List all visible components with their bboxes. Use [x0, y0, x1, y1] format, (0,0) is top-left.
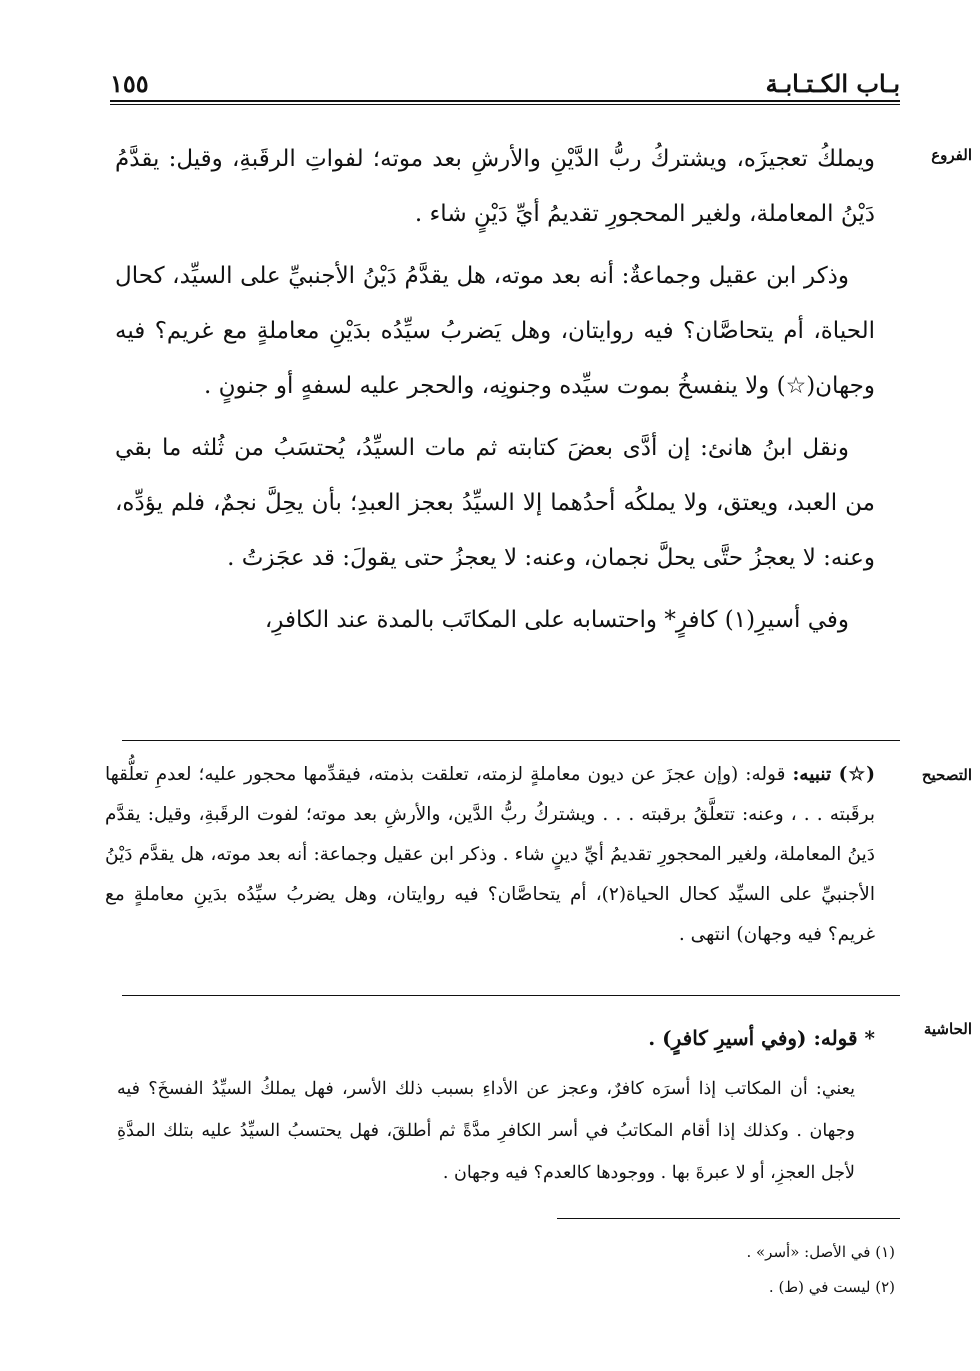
- side-label-tashih: التصحيح: [921, 766, 972, 784]
- main-paragraph: ونقل ابنُ هانئ: إن أدَّى بعضَ كتابته ثم مات السيِّدُ، يُحتسَبُ من ثُلثه ما بقي من العبد، ويعتق، ولا يملكُه أحدُهما إلا السيِّدُ بعجز العبدِ؛ بأن يحِلَّ نجمٌ، فلم يؤدِّه، وعنه: لا يعجزُ حتَّى يحلَّ نجمان، وعنه: لا يعجزُ حتى يقولَ: قد عجَزتُ .: [115, 435, 875, 571]
- main-text: [115, 132, 875, 655]
- side-label-hashiya: الحاشية: [923, 1020, 972, 1038]
- correction-note: [105, 755, 875, 955]
- hashiya-body: [117, 1068, 855, 1194]
- side-label-furu: الفروع: [931, 146, 972, 164]
- footnotes: [395, 1235, 895, 1305]
- hashiya-title: * قوله: (وفي أسيرِ كافرٍ) .: [648, 1026, 875, 1050]
- chapter-title: بـاب الكـتـابـة: [765, 69, 900, 98]
- footnote-rule: [557, 1218, 900, 1219]
- main-paragraph: وذكر ابن عقيل وجماعةٌ: أنه بعد موته، هل يقدَّمُ دَيْنُ الأجنبيِّ على السيِّد، كحال الحياة، أم يتحاصَّان؟ فيه روايتان، وهل يَضربُ سيِّدُه بدَيْنِ معاملةٍ مع غريم؟ فيه وجهان(☆) ولا ينفسخُ بموت سيِّده وجنونِه، والحجر عليه لسفهٍ أو جنونٍ .: [115, 263, 875, 399]
- header-rule-thin: [110, 104, 900, 105]
- main-paragraph: ويملكُ تعجيزَه، ويشتركُ ربُّ الدَّيْنِ والأرشِ بعد موته؛ لفواتِ الرقَبةِ، وقيل: يقدَّمُ دَيْنُ المعاملة، ولغير المحجورِ تقديمُ أيِّ دَيْنٍ شاء .: [115, 146, 875, 227]
- page-number: ١٥٥: [110, 69, 149, 98]
- hashiya-text: يعني: أن المكاتب إذا أسرَه كافرٌ، وعجز عن الأداءِ بسبب ذلك الأسر، فهل يملكُ السيِّدُ الفسخَ؟ فيه وجهان . وكذلك إذا أقام المكاتبُ في أسر الكافرِ مدَّةً ثم أطلقَ، فهل يحتسبُ السيِّدُ عليه بتلك المدَّةِ لأجل العجزِ، أو لا عبرةَ بها . ووجودها كالعدم؟ فيه وجهان .: [117, 1079, 855, 1183]
- correction-lead: (☆) تنبيه:: [792, 764, 876, 785]
- main-paragraph: وفي أسيرِ(١) كافرٍ* واحتسابه على المكاتَب بالمدة عند الكافرِ،: [264, 607, 849, 633]
- header-rule: [110, 100, 900, 102]
- footnote-item: (٢) ليست في (ط) .: [768, 1278, 895, 1296]
- footnote-item: (١) في الأصل: «أسر» .: [746, 1243, 895, 1261]
- section-divider: [122, 740, 900, 741]
- section-divider: [122, 995, 900, 996]
- page-header: [110, 62, 900, 98]
- correction-text: قوله: (وإن عجزَ عن ديون معاملةٍ لزمته، تعلقت بذمته، فيقدِّمها محجور عليه؛ لعدمِ تعلُّقها برقَبته . . ، وعنه: تتعلَّقُ برقبته . . . ويشتركُ ربُّ الدَّين، والأرشِ بعد موته؛ لفوت الرقَبةِ، وقيل: يقدَّم دَينُ المعاملة، ولغير المحجورِ تقديمُ أيِّ دينٍ شاء . وذكر ابن عقيل وجماعة: أنه بعد موته، هل يقدَّم دَيْنُ الأجنبيِّ على السيِّد كحال الحياة(٢)، أم يتحاصَّان؟ فيه روايتان، وهل يضربُ سيِّدُه بدَينِ معاملةٍ مع غريم؟ فيه وجهان) انتهى .: [105, 764, 875, 945]
